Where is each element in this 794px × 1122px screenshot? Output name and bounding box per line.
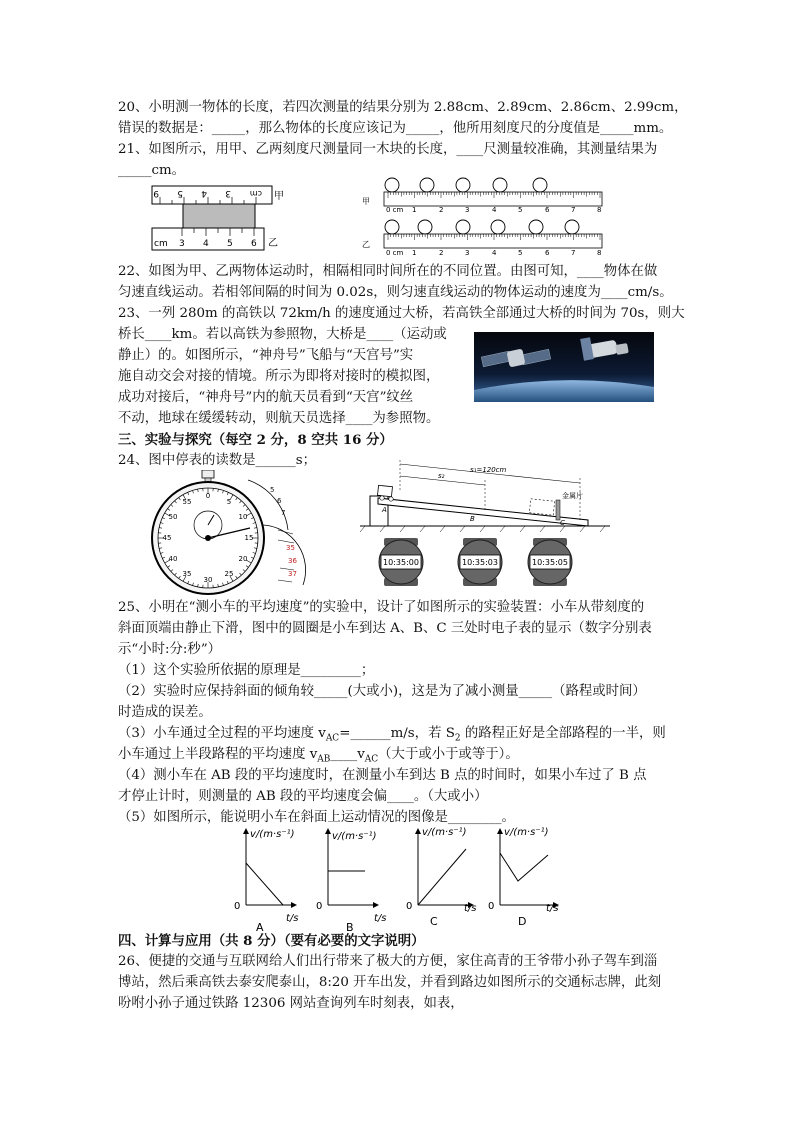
scale-top-8: 8 (597, 206, 602, 214)
q25-p3b-sub2: AC (364, 754, 379, 765)
ruler-bottom-num-0: cm (154, 239, 168, 249)
q25-line1: 25、小明在“测小车的平均速度”的实验中，设计了如图所示的实验装置：小车从带刻度的 (118, 600, 645, 615)
q21-line1: 21、如图所示，用甲、乙两刻度尺测量同一木块的长度，____尺测量较准确，其测量结果为 (118, 142, 658, 157)
q25-p4a: （4）测小车在 AB 段的平均速度时，在测量小车到达 B 点的时间时，如果小车过了 B 点 (118, 768, 647, 783)
scale-top-1: 1 (412, 206, 417, 214)
q24-line1: 24、图中停表的读数是______s； (118, 453, 316, 468)
scale-top-6: 6 (545, 206, 550, 214)
q25-p4b: 才停止计时，则测量的 AB 段的平均速度会偏____。（大或小） (118, 789, 488, 804)
timer-b-display: 10:35:03 (462, 558, 498, 567)
graph-d-xlabel: t/s (546, 903, 559, 914)
dial-num-6: 30 (203, 576, 213, 584)
incline-label-s1: s₁=120cm (470, 466, 507, 474)
graph-c-origin: 0 (406, 901, 413, 912)
scale-bot-7: 7 (571, 249, 576, 257)
dial-num-8: 40 (168, 555, 178, 563)
graph-d-ylabel: v/(m·s⁻¹) (504, 827, 549, 838)
graph-a-label: A (256, 921, 264, 934)
side-num-5: 37 (288, 570, 297, 578)
q20-line2: 错误的数据是：_____，那么物体的长度应该记为_____，他所用刻度尺的分度值是_____mm。 (118, 121, 673, 136)
side-num-1: 6 (277, 497, 282, 505)
ruler-bottom-num-1: 3 (179, 239, 185, 249)
ruler-bottom-num-3: 5 (227, 239, 233, 249)
dial-num-4: 20 (238, 555, 248, 563)
side-num-3: 35 (286, 544, 295, 552)
graph-b-label: B (346, 921, 354, 934)
ruler-top-label: 甲 (274, 191, 284, 202)
graph-a-ylabel: v/(m·s⁻¹) (250, 829, 295, 840)
graph-c (406, 827, 477, 928)
graph-c-xlabel: t/s (464, 903, 477, 914)
q25-p3a-sub2: 2 (454, 733, 461, 744)
side-num-4: 36 (288, 557, 297, 565)
q23-line2: 桥长____km。若以高铁为参照物，大桥是____（运动或 (118, 327, 447, 342)
q25-p3a-end: 的路程正好是全部路程的一半，则 (460, 726, 666, 741)
q25-p3a-sub: AC (325, 733, 340, 744)
ruler-top-num-3: 3 (225, 188, 231, 198)
scale-top-3: 3 (465, 206, 470, 214)
graph-c-ylabel: v/(m·s⁻¹) (422, 827, 467, 838)
dial-num-11: 55 (182, 498, 192, 506)
graph-b-xlabel: t/s (374, 913, 387, 924)
label-jia: 甲 (362, 197, 370, 206)
graph-c-label: C (430, 915, 438, 928)
incline-label-plate: 金属片 (562, 492, 583, 500)
incline-label-b: B (470, 515, 475, 523)
q25-p1: （1）这个实验所依据的原理是_________； (118, 663, 375, 678)
scale-bot-5: 5 (518, 249, 523, 257)
incline-label-s2: s₂ (438, 472, 445, 480)
timer-a-display: 10:35:00 (383, 558, 419, 567)
graph-a-xlabel: t/s (286, 913, 299, 924)
scale-bot-1: 1 (412, 249, 417, 257)
dial-num-10: 50 (168, 513, 178, 521)
dial-num-1: 5 (226, 498, 232, 506)
scale-bot-2: 2 (439, 249, 444, 257)
q23-line4: 施自动交会对接的情境。所示为即将对接时的模拟图， (118, 369, 440, 384)
q25-p3b-mid: ____v (330, 747, 365, 762)
q26-line3: 吩咐小孙子通过铁路 12306 网站查询列车时刻表，如表， (118, 996, 464, 1011)
q26-line1: 26、便捷的交通与互联网给人们出行带来了极大的方便，家住高青的王爷带小孙子驾车到淄 (118, 954, 658, 969)
graph-b (316, 829, 387, 934)
dial-num-9: 45 (162, 534, 172, 542)
scale-top-5: 5 (518, 206, 523, 214)
ruler-top-num-0: 9 (153, 188, 159, 198)
ruler-top-num-4: cm (249, 189, 262, 198)
scale-bot-3: 3 (465, 249, 470, 257)
graph-d (488, 827, 559, 928)
graph-b-origin: 0 (316, 901, 323, 912)
q25-p3b-end: （大于或小于或等于）。 (378, 747, 519, 762)
q25-p3b-text: 小车通过上半段路程的平均速度 v (118, 747, 318, 762)
scale-top-2: 2 (439, 206, 444, 214)
scale-bot-0: 0 cm (386, 249, 404, 257)
ruler-figure (150, 183, 290, 253)
graph-b-ylabel: v/(m·s⁻¹) (332, 831, 377, 842)
side-num-0: 5 (270, 486, 275, 494)
label-yi: 乙 (362, 240, 370, 249)
scale-bot-4: 4 (492, 249, 497, 257)
scale-bot-6: 6 (545, 249, 550, 257)
vt-graphs (228, 825, 568, 935)
ruler-bottom-num-4: 6 (251, 239, 257, 249)
q25-p3b-sub: AB (317, 754, 331, 765)
incline-label-a: A (382, 506, 387, 514)
incline-figure (360, 460, 610, 590)
dial-num-2: 10 (238, 513, 248, 521)
motion-figure (362, 177, 610, 257)
incline-label-c: C (560, 519, 565, 527)
dial-num-5: 25 (224, 570, 234, 578)
q25-line3: 示“小时:分:秒”） (118, 642, 222, 657)
q20-line1: 20、小明测一物体的长度，若四次测量的结果分别为 2.88cm、2.89cm、2.86cm、2.99cm， (118, 100, 688, 115)
q23-line6: 不动，地球在缓缓转动，则航天员选择____为参照物。 (118, 411, 440, 426)
scale-top-0: 0 cm (386, 206, 404, 214)
q25-p3a-rest: =______m/s，若 S (339, 726, 455, 741)
ruler-top-num-1: 5 (177, 188, 183, 198)
dial-num-3: 15 (244, 534, 254, 542)
section3-heading: 三、实验与探究（每空 2 分，8 空共 16 分） (118, 432, 393, 448)
timer-c-display: 10:35:05 (532, 558, 568, 567)
spacecraft-image (474, 332, 654, 402)
q25-p2b: 时造成的误差。 (118, 705, 212, 720)
section4-heading: 四、计算与应用（共 8 分）（要有必要的文字说明） (118, 933, 425, 949)
scale-top-7: 7 (571, 206, 576, 214)
q22-line2: 匀速直线运动。若相邻间隔的时间为 0.02s，则匀速直线运动的物体运动的速度为____cm/s。 (118, 285, 673, 300)
side-num-2: 7 (281, 509, 286, 517)
q23-line3: 静止）的。如图所示，“神舟号”飞船与“天宫号”实 (118, 348, 414, 363)
graph-a-origin: 0 (234, 901, 241, 912)
q23-line5: 成功对接后，“神舟号”内的航天员看到“天宫”纹丝 (118, 390, 414, 405)
graph-d-origin: 0 (488, 901, 495, 912)
q26-line2: 博站，然后乘高铁去泰安爬泰山，8:20 开车出发，并看到路边如图所示的交通标志牌，此刻 (118, 975, 662, 990)
q21-line2: _____cm。 (118, 163, 186, 178)
q25-p3a-text: （3）小车通过全过程的平均速度 v (118, 726, 326, 741)
dial-num-0: 0 (205, 492, 211, 500)
graph-d-label: D (518, 915, 527, 928)
ruler-top-num-2: 4 (201, 188, 207, 198)
scale-bot-8: 8 (597, 249, 602, 257)
ruler-bottom-label: 乙 (268, 238, 278, 249)
q25-line2: 斜面顶端由静止下滑，图中的圆圈是小车到达 A、B、C 三处时电子表的显示（数字分别表 (118, 621, 652, 636)
q25-p5: （5）如图所示，能说明小车在斜面上运动情况的图像是________。 (118, 810, 515, 825)
stopwatch-figure (138, 470, 306, 596)
ruler-bottom-num-2: 4 (203, 239, 209, 249)
q23-line1: 23、一列 280m 的高铁以 72km/h 的速度通过大桥，若高铁全部通过大桥的时间为 70s，则大 (118, 306, 685, 321)
graph-a (234, 829, 299, 934)
q22-line1: 22、如图为甲、乙两物体运动时，相隔相同时间所在的不同位置。由图可知，____物体在做 (118, 264, 658, 279)
scale-top-4: 4 (492, 206, 497, 214)
dial-num-7: 35 (182, 570, 192, 578)
q25-p2a: （2）实验时应保持斜面的倾角较_____(大或小)，这是为了减小测量_____（路程或时间） (118, 684, 646, 699)
